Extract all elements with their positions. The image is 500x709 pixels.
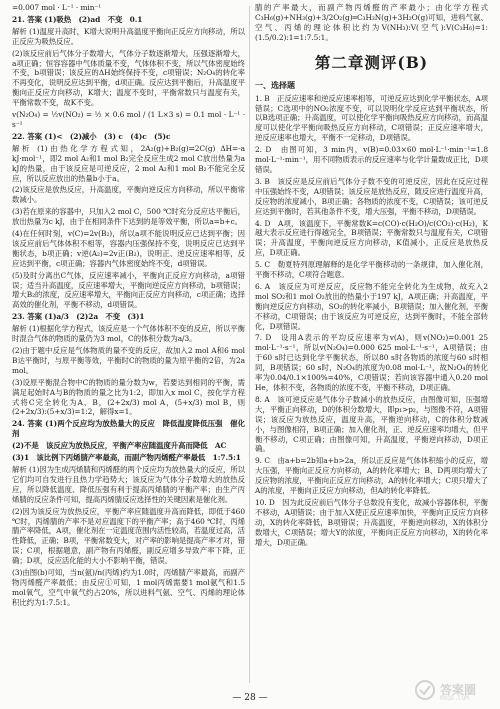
right-column-continuation (255, 3, 488, 43)
left-col-paragraph: (4)在任何时刻，v(C)=2v(B₂)，所以a项不能说明反应已达到平衡；因该反应前后气体体积不相等，容器内压强保持不变，说明反应已达到平衡状态，b项正确；v逆(A₂)=2v正(B₂)，说明正、逆反应速率相等，反应达到平衡，c项正确；容器内气体密度始终不变，d项错误。 (12, 229, 245, 268)
left-col-paragraph: 解析 (1)温度升高时，K增大说明升高温度平衡向正反应方向移动，所以正反应为吸热反应。 (12, 26, 245, 46)
left-col-paragraph: (3)1 该比例下丙烯腈产率最高，而副产物丙烯醛产率最低 1:7.5:1 (12, 453, 241, 463)
right-col-paragraph: 2. D 由图可知，3 min内，v(B)=0.03×60 mol·L⁻¹·min⁻¹=1.8 mol·L⁻¹·min⁻¹，用不同物质表示的反应速率与化学计量数成正比，D项错误。 (255, 145, 488, 174)
right-col-paragraph: 1. B 正反应速率和逆反应速率相等，可逆反应达到化学平衡状态，A项错误；C选项中的NO₂浓度不变，可以说明化学反应达到平衡状态，所以B选项正确；升高温度，可以使化学平衡向吸热反应方向移动，而高温度可以使化学平衡向吸热反应方向移动，C项错误；正反应速率增大，逆反应速率也增大，平衡不一定移动，D项错误。 (255, 93, 488, 143)
right-col-paragraph: 8. A 该可逆反应是气体分子数减小的放热反应，由图像可知，压强增大，平衡正向移动，D的体积分数增大，即p₁>p₂，与图像不符，A项错误；该反应为放热反应，温度升高，平衡逆向移动，C的体积分数减小，与图像相符，B项正确；加入催化剂，正、逆反应速率均增大，但平衡不移动，C项正确；由图像可知，升高温度，平衡逆向移动，D项正确。 (255, 394, 488, 454)
left-col-paragraph: 22. 答案 (1)< (2)减小 (3) c (4)c (5)c (12, 131, 171, 141)
right-col-paragraph: 5. C 勒夏特列原理解释的是化学平衡移动的一条规律，加入催化剂，平衡不移动，C项符合题意。 (255, 260, 488, 280)
right-col-paragraph: 6. A 该反应为可逆反应，反应物不能完全转化为生成物，故充入2 mol SO₂和1 mol O₂放出的热量小于197 kJ，A项正确；升高温度，平衡向逆反应方向移动，SO₂的转化率减小，B项错误；加入催化剂，平衡不移动，C项错误；由于该反应为可逆反应，达到平衡时，不能全部转化，D项错误。 (255, 281, 488, 331)
left-col-paragraph: (2)不是 该反应为放热反应，平衡产率应随温度升高而降低 AC (12, 441, 227, 451)
watermark-logo-icon (414, 679, 436, 701)
left-col-paragraph: 解析 (1)因为生成丙烯腈和丙烯醛的两个反应均为放热量大的反应，所以它们均可自发进行且热力学趋势大；该反应为气体分子数增大的放热反应，所以降低温度、降低压强有利于提高丙烯腈的平衡产率；由生产丙烯腈的反应条件可知，提高丙烯腈反应选择性的关键因素是催化剂。 (12, 464, 245, 504)
section-title: 第二章测评(B) (314, 52, 429, 72)
right-col-paragraph: 3. B 该反应是反应前后气体分子数不变的可逆反应，因此在反应过程中压强始终不变，A项错误；该反应是放热反应，随反应进行温度升高，反应物的浓度减小，B项正确；各物质的浓度不变，C项错误；该可逆反应达到平衡时，若其他条件不变，增大压强，平衡不移动，D项错误。 (255, 176, 488, 216)
right-col-paragraph: 7. D 设用A表示的平均反应速率为v(A)，则v(NO₂)=0.001 25 mol·L⁻¹·s⁻¹，所以v(N₂O₄)=0.000 625 mol·L⁻¹·s⁻¹，A项错误；由于60 s时已达到化学平衡状态，所以80 s时各物质的浓度与60 s时相同，B项错误；60 s时，N₂O₄的浓度为0.08 mol·L⁻¹，故N₂O₄的转化率为0.04/0.1×100%=40%，C项错误；若向该容器中通入0.20 mol He，体积不变，各物质的浓度不变，平衡不移动，D项正确。 (255, 333, 488, 392)
watermark-text: 答案圈 (440, 683, 477, 697)
left-col-paragraph: (3)由图(b)可知，当n(氨)/n(丙烯)约为1.0时，丙烯腈产率最高，而副产物丙烯醛产率最低；由反应①可知，1 mol丙烯需要1 mol氨气和1.5 mol氧气，空气中氧气约占20%，所以进料气氨、空气、丙烯的理论体积比约为1:7.5:1。 (12, 568, 245, 607)
left-col-paragraph: =0.007 mol · L⁻¹ · min⁻¹ (12, 3, 102, 12)
watermark (414, 679, 494, 705)
left-column (12, 3, 245, 687)
left-col-paragraph: 21. 答案 (1)吸热 (2)ad 不变 0.1 (12, 14, 143, 24)
right-col-paragraph: 4. D A项，该温度下，平衡常数K=c(CO)·c(H₂O)/c(CO₂)·c(H₂)，K越大表示反应进行得越完全，B项错误；平衡常数只与温度有关，C项错误；升高温度，平衡向逆反应方向移动，K值减小，正反应是放热反应，D项正确。 (255, 218, 488, 258)
left-col-paragraph: (2)该反应是放热反应，升高温度，平衡向逆反应方向移动，所以平衡常数减小。 (12, 185, 245, 205)
left-col-paragraph: v(N₂O₄) = ½v(NO₂) = ½ × 0.6 mol / (1 L×3 s) = 0.1 mol · L⁻¹ · s⁻¹ (12, 110, 245, 129)
left-col-paragraph: (2)由于题中反应是气体物质的量不变的反应，故加入2 mol A和6 mol B达平衡时，与原平衡等效，平衡时C的物质的量为原平衡的2倍，为2a mol。 (12, 346, 245, 375)
left-col-paragraph: 解析 (1)根据化学方程式，该反应是一个气体体积不变的反应，所以平衡时混合气体的物质的量仍为3 mol，C的体积分数为a/3。 (12, 324, 245, 344)
subsection-title: 一、选择题 (255, 79, 295, 90)
right-column-answers (255, 94, 488, 548)
left-col-paragraph: 解析 (1)由热化学方程式知，2A₂(g)+B₂(g)⇌2C(g) ΔH=-a kJ·mol⁻¹，即2 mol A₂和1 mol B₂完全反应生成2 mol C放出热量为a kJ的热量，由于该反应是可逆反应，2 mol A₂和1 mol B₂不能完全反应，所以反应放出的热量b小于a。 (12, 143, 245, 183)
watermark-url: MXQE.COM (440, 695, 469, 702)
column-divider (249, 6, 250, 683)
right-col-top-paragraph: 腈的产率最大，而副产物丙烯醛的产率最小；由化学方程式C₃H₆(g)+NH₃(g)+3/2O₂(g)═C₃H₃N(g)+3H₂O(g)可知，进料气氨、空气、丙烯的理论体积比约为V(NH₃):V(空气):V(C₃H₆)=1:(1.5/0.2):1=1:7.5:1。 (255, 3, 488, 42)
right-col-paragraph: 10. D 因为此反应前后气体分子总数没有变化，故减小容器体积，平衡不移动，A项错误；由于加入X使正反应速率加快，平衡向正反应方向移动，X的转化率降低，B项错误；升高温度，平衡逆向移动，X的体积分数增大，C项错误；增大Y的浓度，平衡向正反应方向移动，X的转化率增大，D项正确。 (255, 497, 488, 547)
right-column (255, 3, 488, 687)
left-col-paragraph: (2)该反应前后气体分子数增大，气体分子数逐渐增大，压强逐渐增大，a项正确；恒容容器中气体质量不变，气体体积不变，所以气体密度始终不变，b项错误；该反应的ΔH始终保持不变，c项错误；N₂O₄的转化率不再变化，说明反应达到平衡，d项正确。反应达到平衡后，升高温度平衡向正反应方向移动，K增大；温度不变时，平衡常数只与温度有关，平衡常数不变，故K不变。 (12, 48, 245, 108)
left-col-paragraph: (3)若在原来的容器中，只加入2 mol C，500 ℃时充分反应达平衡后，放出热量为c kJ，由于在相同条件下达到的是等效平衡，所以a=b+c。 (12, 207, 245, 227)
page-number: — 28 — (232, 693, 268, 703)
left-col-paragraph: (2)因为该反应为放热反应，平衡产率应随温度升高而降低，即低于460 ℃时，丙烯腈的产率不是对应温度下的平衡产率；高于460 ℃时，丙烯腈产率降低，A项，催化剂在一定温度范围内活性较高，若温度过高，活性降低，正确；B项，平衡常数变大，对产率的影响是提高产率才对，错误；C项，根据题意，副产物有丙烯醛，副反应增多导致产率下降，正确；D项，反应活化能的大小不影响平衡，错误。 (12, 506, 245, 566)
left-col-paragraph: (3)设原平衡混合物中C的物质的量分数为w，若要达到相同的平衡，需满足起始时A与B的物质的量之比为1:2，即加入x mol C，按化学方程式将C完全转化为A、B，(2+2x/3) mol A，(5+x/3) mol B，则(2+2x/3):(5+x/3)=1:2，解得x=1。 (12, 377, 245, 417)
left-col-paragraph: (5)及时分离出C气体，反应速率减小，平衡向正反应方向移动，a项错误；适当升高温度，反应速率增大，平衡向逆反应方向移动，b项错误；增大B₂的浓度，反应速率增大，平衡向正反应方向移动，c项正确；选择高效的催化剂，平衡不移动，d项错误。 (12, 270, 245, 310)
right-col-paragraph: 9. C 由a+b=2b知a+b>2a，所以正反应是气体体积缩小的反应，增大压强，平衡向正反应方向移动，A的转化率增大；B、D两项均增大了反应物的浓度，平衡向正反应方向移动，A的转化率增大；C项只增大了A的浓度，平衡向正反应方向移动，但A的转化率降低。 (255, 456, 488, 496)
left-col-paragraph: 23. 答案 (1)a/3 (2)2a 不变 (3)1 (12, 312, 145, 322)
left-col-paragraph: 24. 答案 (1)两个反应均为放热量大的反应 降低温度降低压强 催化剂 (12, 419, 245, 439)
